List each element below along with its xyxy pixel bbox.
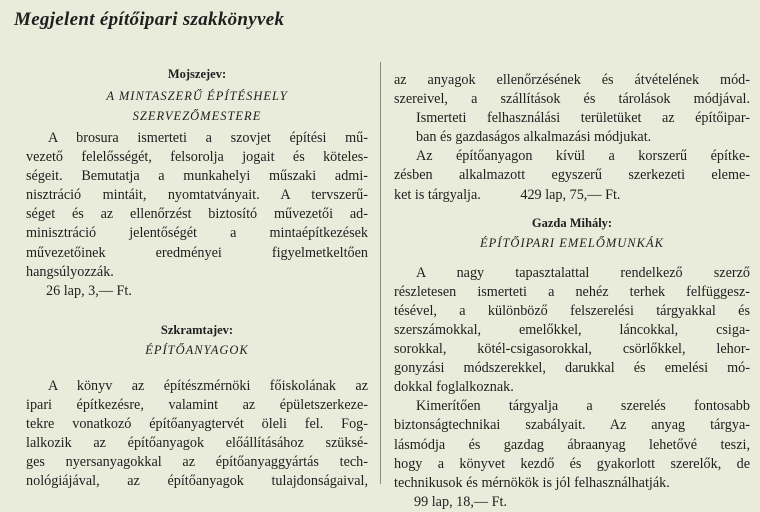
book3-author: Gazda Mihály: xyxy=(531,215,613,230)
text-line: A könyv az építészmérnöki főiskolának az xyxy=(48,377,368,394)
text-line: ges nyersanyagokkal az építőanyaggyártás tech- xyxy=(26,454,368,471)
text-line: minisztráció jelentőségét a mintaépítkezések xyxy=(26,225,368,242)
text-line: A brosura ismerteti a szovjet építési mű- xyxy=(48,130,368,146)
text-line: Kimerítően tárgyalja a szerelés fontosabb xyxy=(416,398,750,415)
book1-title-line2: SZERVEZŐMESTERE xyxy=(132,109,262,123)
text-line: az anyagok ellenőrzésének és átvételének mód- xyxy=(394,72,750,88)
text-line: hogy a könyvet kezdő és gyakorlott szerelők, de xyxy=(394,455,750,472)
page-heading: Megjelent építőipari szakkönyvek xyxy=(14,9,285,30)
text-line: lásmódja és gazdag ábraanyag lehetővé teszi, xyxy=(394,436,750,453)
book3-title: ÉPÍTŐIPARI EMELŐMUNKÁK xyxy=(480,235,664,250)
text-line: sorokkal, kötél-csigasorokkal, csörlőkkel, lehor- xyxy=(394,341,750,358)
text-line xyxy=(394,186,750,205)
book2-description xyxy=(26,377,368,492)
text-line: gonyzási módszerekkel, darukkal és emelési mó- xyxy=(394,360,750,377)
text-line: szerszámokkal, emelőkkel, láncokkal, csiga- xyxy=(394,321,750,338)
text-line: dokkal foglalkoznak. xyxy=(394,379,514,396)
text-line: ban és gazdaságos alkalmazási módjukat. xyxy=(416,129,652,146)
book3-price: 99 lap, 18,— Ft. xyxy=(414,493,508,510)
right-column xyxy=(394,71,750,512)
book1-title-line1: A MINTASZERŰ ÉPÍTÉSHELY xyxy=(106,89,288,103)
book2-price: 429 lap, 75,— Ft. xyxy=(520,186,621,203)
book1-author: Mojszejev: xyxy=(167,67,227,81)
book2-author: Szkramtajev: xyxy=(160,322,234,337)
book2-title: ÉPÍTŐANYAGOK xyxy=(145,342,249,357)
text-line: Az építőanyagon kívül a korszerű építke- xyxy=(416,148,750,165)
text-line: szereivel, a szállítások és tárolások módjával. xyxy=(394,91,750,108)
text-line: nisztráció mintáit, nyomtatványait. A tervszerű- xyxy=(26,187,368,204)
book2-last-line: ket is tárgyalja. xyxy=(394,186,481,203)
text-line: lalkozik az építőanyagok előállításához szüksé- xyxy=(26,435,368,452)
text-line: tekre vonatkozó építőanyagtervét öleli fel. Fog- xyxy=(26,416,368,433)
text-line: hangsúlyozzák. xyxy=(26,263,114,280)
text-line: ségeit. Bemutatja a munkahelyi műszaki admi- xyxy=(26,168,368,185)
book2-description-continued xyxy=(394,71,750,205)
book1-price: 26 lap, 3,— Ft. xyxy=(46,282,132,299)
text-line: nológiájával, az építőanyagok tulajdonságaival, xyxy=(26,473,368,490)
left-column xyxy=(26,64,368,491)
text-line: művezetőinek eredményei figyelmetkeltően xyxy=(26,244,368,261)
text-line: ipari építkezésre, valamint az épületszerkeze- xyxy=(26,396,368,413)
text-line: technikusok és mérnökök is jól felhasználhatják. xyxy=(394,474,670,491)
text-line: zésben alkalmazott egyszerű szerkezeti eleme- xyxy=(394,167,750,184)
column-divider xyxy=(380,62,381,484)
text-line: tésével, a különböző felszerelési tárgyakkal és xyxy=(394,302,750,319)
book3-description xyxy=(394,264,750,493)
text-line: A nagy tapasztalattal rendelkező szerző xyxy=(416,264,750,281)
text-line: részletesen ismerteti a nehéz terhek felfüggesz- xyxy=(394,283,750,300)
text-line: biztonságtechnikai szabályait. Az anyag tárgya- xyxy=(394,417,750,434)
book1-description xyxy=(26,129,368,282)
text-line: vezető felelősségét, felsorolja jogait és köteles- xyxy=(26,149,368,166)
text-line: Ismerteti felhasználási területüket az építőipar- xyxy=(416,110,750,127)
text-line: séget és az ellenőrzést biztosító művezetői ad- xyxy=(26,206,368,223)
